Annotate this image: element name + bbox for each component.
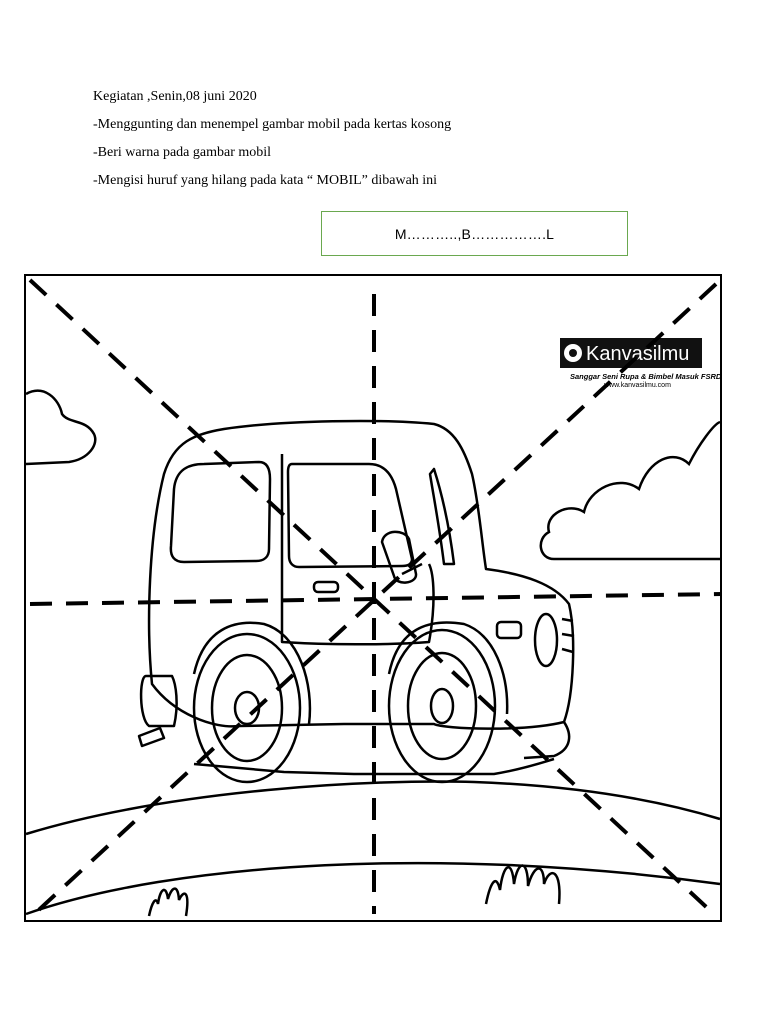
logo-tagline: Sanggar Seni Rupa & Bimbel Masuk FSRD	[570, 372, 722, 381]
instruction-cut-paste: -Menggunting dan menempel gambar mobil pada kertas kosong	[93, 117, 452, 132]
activity-date-line: Kegiatan ,Senin,08 juni 2020	[93, 89, 257, 104]
answer-text: M………..,B…………….L	[394, 225, 555, 242]
logo-brand: Kanvasilmu	[586, 343, 690, 365]
answer-box	[321, 211, 628, 256]
instruction-color: -Beri warna pada gambar mobil	[93, 145, 272, 160]
instruction-fill-letters: -Mengisi huruf yang hilang pada kata “ MOBIL” dibawah ini	[93, 173, 438, 188]
car-coloring-image	[24, 274, 722, 922]
logo-url: www.kanvasilmu.com	[604, 382, 671, 389]
car-puzzle-frame	[24, 274, 722, 922]
